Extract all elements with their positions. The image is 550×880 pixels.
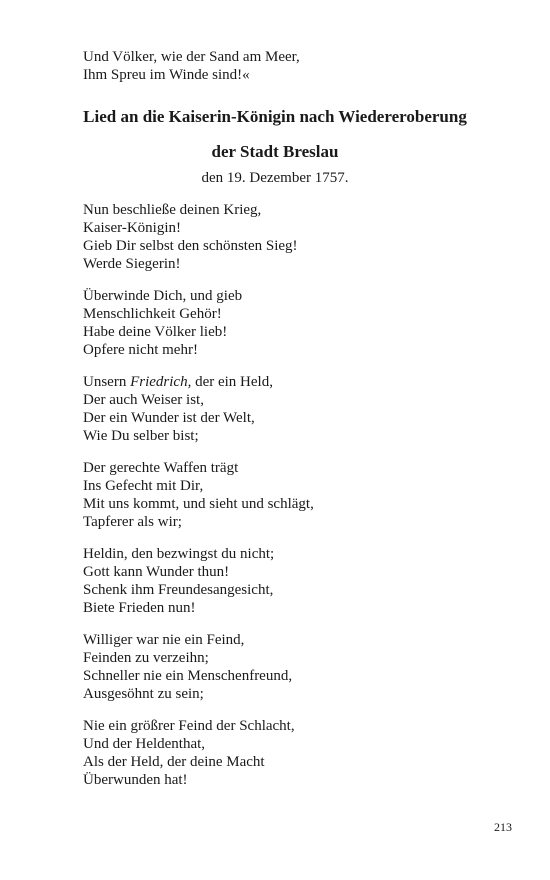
verse-line: Nie ein größrer Feind der Schlacht, [83, 718, 295, 734]
stanza-3 [83, 373, 314, 445]
verse-line: Ihm Spreu im Winde sind!« [83, 66, 250, 83]
verse-line: Habe deine Völker lieb! [83, 324, 228, 340]
poem-body [83, 201, 314, 803]
stanza-2 [83, 287, 314, 359]
verse-line: Opfere nicht mehr! [83, 342, 198, 358]
stanza-1 [83, 201, 314, 273]
verse-line: Ins Gefecht mit Dir, [83, 478, 204, 494]
verse-text: der ein Held, [191, 374, 273, 390]
verse-line: Williger war nie ein Feind, [83, 632, 245, 648]
poem-title: Lied an die Kaiserin-Königin nach Wiedereroberung [83, 107, 467, 126]
verse-line: Gieb Dir selbst den schönsten Sieg! [83, 238, 298, 254]
verse-line: Mit uns kommt, und sieht und schlägt, [83, 496, 314, 512]
verse-line: Schenk ihm Freundesangesicht, [83, 582, 274, 598]
verse-line: Als der Held, der deine Macht [83, 754, 265, 770]
verse-text: Unsern [83, 374, 131, 390]
page-number: 213 [494, 820, 512, 834]
verse-line: Nun beschließe deinen Krieg, [83, 202, 262, 218]
verse-line: Feinden zu verzeihn; [83, 650, 209, 666]
verse-line: Ausgesöhnt zu sein; [83, 686, 204, 702]
verse-line: Werde Siegerin! [83, 256, 181, 272]
verse-line: Der auch Weiser ist, [83, 392, 204, 408]
verse-line: Gott kann Wunder thun! [83, 564, 230, 580]
verse-line: Biete Frieden nun! [83, 600, 196, 616]
verse-line: Und der Heldenthat, [83, 736, 206, 752]
verse-line: Kaiser-Königin! [83, 220, 182, 236]
verse-line: Und Völker, wie der Sand am Meer, [83, 49, 300, 65]
verse-line: Heldin, den bezwingst du nicht; [83, 546, 275, 562]
verse-line: Schneller nie ein Menschenfreund, [83, 668, 293, 684]
stanza-7 [83, 717, 314, 789]
stanza-6 [83, 631, 314, 703]
verse-line: Tapferer als wir; [83, 514, 182, 530]
intro-verse [83, 49, 300, 84]
verse-line [83, 373, 314, 391]
poem-date: den 19. Dezember 1757. [201, 170, 349, 186]
italic-name: Friedrich, [130, 374, 192, 390]
stanza-5 [83, 545, 314, 617]
verse-line: Der ein Wunder ist der Welt, [83, 410, 255, 426]
verse-line: Der gerechte Waffen trägt [83, 460, 239, 476]
verse-line: Überwinde Dich, und gieb [83, 288, 243, 304]
verse-line: Menschlichkeit Gehör! [83, 306, 222, 322]
stanza-4 [83, 459, 314, 531]
verse-line: Wie Du selber bist; [83, 428, 199, 444]
verse-line: Überwunden hat! [83, 772, 188, 788]
poem-title-continued: der Stadt Breslau [211, 142, 339, 161]
